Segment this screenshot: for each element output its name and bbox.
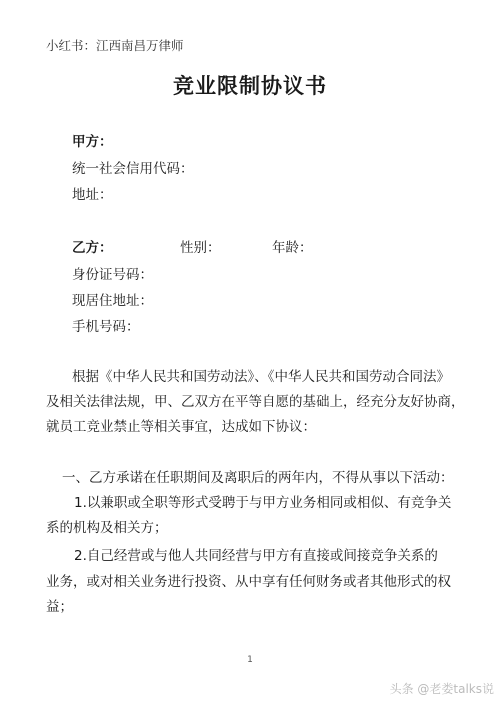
clause-1-item-1-line-1: 1.以兼职或全职等形式受聘于与甲方业务相同或相似、有竞争关 (74, 495, 452, 511)
clause-1-item-2-line-1: 2.自己经营或与他人共同经营与甲方有直接或间接竞争关系的 (74, 548, 438, 564)
preamble-line-3: 就员工竞业禁止等相关事宜，达成如下协议： (46, 419, 316, 435)
clause-1-item-2-line-3: 益； (46, 599, 73, 615)
party-b-residence-label: 现居住地址： (72, 293, 153, 309)
party-b-age-label: 年龄： (272, 240, 313, 256)
party-b-id-label: 身份证号码： (72, 267, 153, 283)
clause-1-intro: 一、乙方承诺在任职期间及离职后的两年内，不得从事以下活动： (62, 470, 454, 486)
header-note: 小红书：江西南昌万律师 (46, 38, 184, 53)
party-b-gender-label: 性别： (180, 240, 221, 256)
preamble-line-1: 根据《中华人民共和国劳动法》、《中华人民共和国劳动合同法》 (72, 369, 450, 385)
clause-1-item-2-line-2: 业务，或对相关业务进行投资、从中享有任何财务或者其他形式的权 (46, 574, 451, 590)
party-b-phone-label: 手机号码： (72, 319, 140, 335)
party-a-address-label: 地址： (72, 187, 113, 203)
party-a-label: 甲方： (72, 134, 113, 150)
clause-1-item-1-line-2: 系的机构及相关方； (46, 520, 168, 536)
party-b-label: 乙方： (72, 240, 113, 256)
page-number: 1 (247, 655, 253, 665)
document-title: 竞业限制协议书 (173, 74, 327, 98)
party-a-credit-code-label: 统一社会信用代码： (72, 161, 194, 177)
preamble-line-2: 及相关法律法规，甲、乙双方在平等自愿的基础上，经充分友好协商， (46, 394, 465, 410)
watermark-text: 头条 @老娄talks说 (389, 682, 494, 696)
